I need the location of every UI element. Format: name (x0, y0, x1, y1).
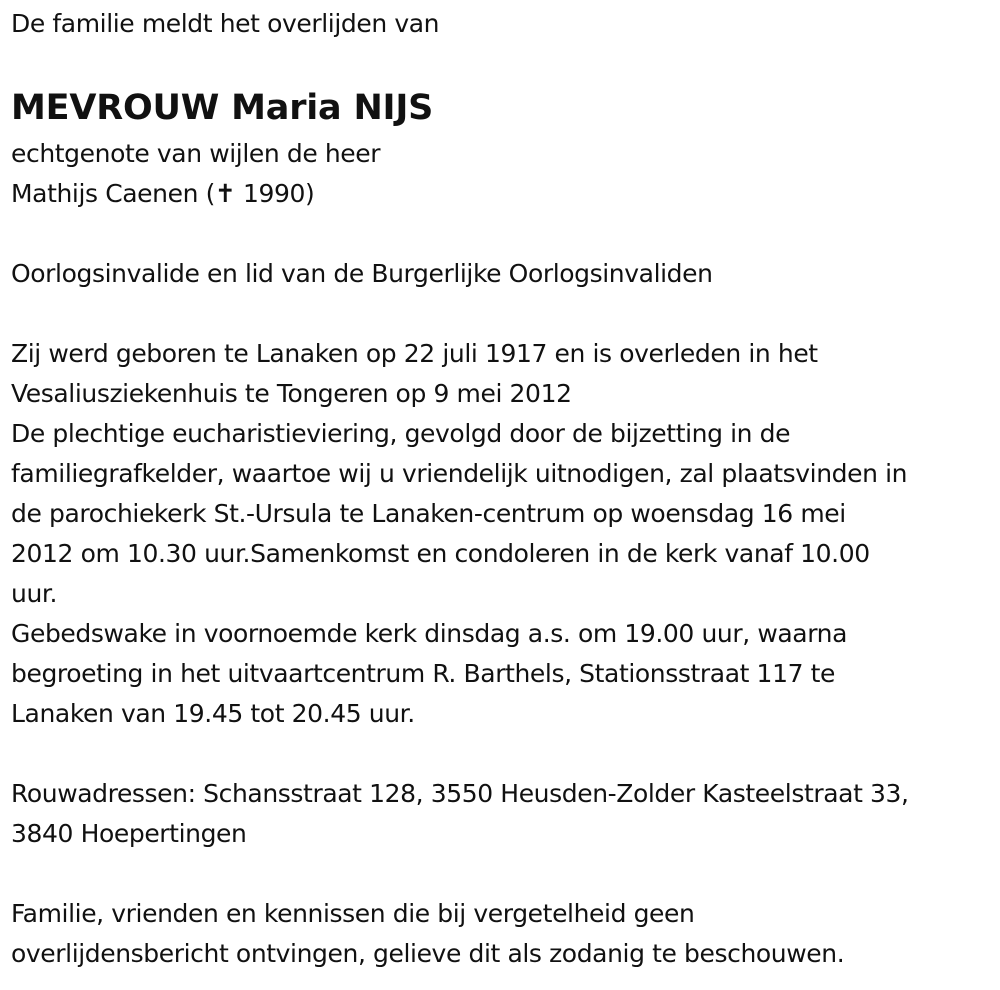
details-line: Lanaken van 19.45 tot 20.45 uur. (11, 699, 415, 728)
details-line: de parochiekerk St.-Ursula te Lanaken-centrum op woensdag 16 mei (11, 499, 846, 528)
details-line: De plechtige eucharistieviering, gevolgd door de bijzetting in de (11, 419, 791, 448)
details-line: begroeting in het uitvaartcentrum R. Barthels, Stationsstraat 117 te (11, 659, 836, 688)
details-block (11, 334, 996, 734)
deceased-name: MEVROUW Maria NIJS (11, 88, 434, 128)
closing-line: Familie, vrienden en kennissen die bij vergetelheid geen (11, 899, 695, 928)
spouse-line-1: echtgenote van wijlen de heer (11, 139, 381, 168)
details-line: Gebedswake in voornoemde kerk dinsdag a.s. om 19.00 uur, waarna (11, 619, 848, 648)
details-line: Zij werd geboren te Lanaken op 22 juli 1917 en is overleden in het (11, 339, 818, 368)
address-line: 3840 Hoepertingen (11, 819, 247, 848)
spacer (11, 734, 996, 774)
affiliation-text: Oorlogsinvalide en lid van de Burgerlijke Oorlogsinvaliden (11, 259, 713, 288)
spouse-line-2: Mathijs Caenen (✝ 1990) (11, 179, 315, 208)
spacer (11, 214, 996, 254)
spacer (11, 294, 996, 334)
address-line: Rouwadressen: Schansstraat 128, 3550 Heusden-Zolder Kasteelstraat 33, (11, 779, 909, 808)
closing-line: overlijdensbericht ontvingen, gelieve dit als zodanig te beschouwen. (11, 939, 845, 968)
addresses-block (11, 774, 996, 854)
details-line: Vesaliusziekenhuis te Tongeren op 9 mei 2012 (11, 379, 572, 408)
details-line: familiegrafkelder, waartoe wij u vriendelijk uitnodigen, zal plaatsvinden in (11, 459, 908, 488)
details-line: uur. (11, 579, 58, 608)
obituary-notice (11, 4, 996, 974)
spacer (11, 854, 996, 894)
details-line: 2012 om 10.30 uur.Samenkomst en condoleren in de kerk vanaf 10.00 (11, 539, 870, 568)
closing-block (11, 894, 996, 974)
intro-text: De familie meldt het overlijden van (11, 9, 440, 38)
